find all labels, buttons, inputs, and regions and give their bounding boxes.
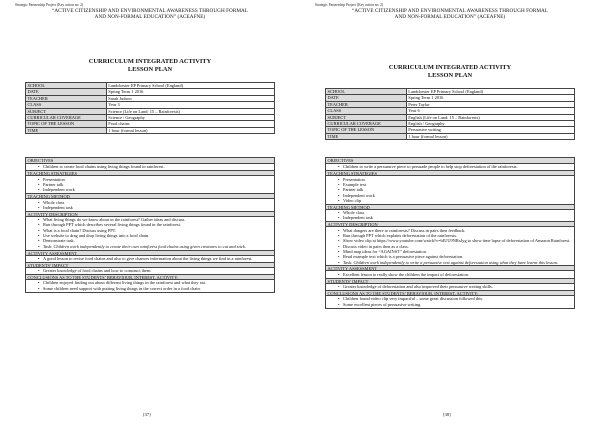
list-item: • Children found video clip very impactful – some great discussion followed this.: [338, 296, 573, 301]
list-item-task: • Task: Children work independently to create their own rainforest food chains using given creatures to cut and stick.: [38, 244, 273, 249]
list-item: • Independent work: [38, 187, 273, 192]
list-item: • Whole class: [338, 210, 573, 215]
info-label: DATE: [26, 89, 107, 95]
list-item: • Run through PPT which describes several living things found in the rainforest.: [38, 222, 273, 227]
list-item: • Mind map ideas for “AGAINST” deforestation.: [338, 249, 573, 254]
section-body-method: [26, 199, 274, 211]
list-item: • Demonstrate task.: [38, 238, 273, 243]
list-item: • Greater knowledge of food chains and how to construct them.: [38, 268, 273, 273]
info-label: TOPIC OF THE LESSON: [326, 127, 407, 133]
info-label: CURRICULAR COVERAGE: [326, 121, 407, 127]
plan-title-line2: LESSON PLAN: [127, 65, 173, 73]
plan-title: [315, 64, 585, 79]
list-item: • Children to create food chains using living things found in rainforest.: [38, 164, 273, 169]
info-value: Landchester EP Primary School (England): [106, 83, 274, 89]
list-item: • Presentation: [338, 177, 573, 182]
info-value: Year 3: [106, 102, 274, 108]
project-title-line2: AND NON-FORMAL EDUCATION” (ACEAFNE): [94, 14, 206, 21]
section-body-strategies: [326, 176, 574, 203]
info-value: Spring Term 1 2016: [106, 89, 274, 95]
page-number: [37]: [143, 412, 151, 417]
info-label: TOPIC OF THE LESSON: [26, 121, 107, 127]
list-item: • Partner talk: [38, 182, 273, 187]
info-value: Year 6: [406, 108, 574, 114]
section-heading-assessment: ACTIVITY ASSESSMENT: [26, 250, 274, 256]
info-label: SUBJECT: [326, 114, 407, 120]
section-body-conclusions: [26, 280, 274, 292]
info-label: TEACHER: [26, 95, 107, 101]
info-value: Landchester EP Primary School (England): [406, 89, 574, 95]
info-value: Sarah Judson: [106, 95, 274, 101]
list-item: • A good lesson to revise food chains and also to give chances information about the living things we find in a rainforest.: [38, 256, 273, 261]
list-item: • Independent task: [38, 205, 273, 210]
info-value: Spring Term 1 2016: [406, 95, 574, 101]
list-item: • Excellent lesson to really show the children the impact of deforestation.: [338, 272, 573, 277]
info-label: CLASS: [26, 102, 107, 108]
section-body-strategies: [26, 176, 274, 193]
project-line: Strategic Partnership Project (Key action no. 2): [315, 3, 384, 7]
section-body-assessment: [26, 256, 274, 262]
list-item: • Use website to drag and drop living things into a food chain.: [38, 233, 273, 238]
section-heading-impact: STUDENTS’ IMPACT: [26, 262, 274, 268]
section-heading-method: TEACHING METHOD: [326, 204, 574, 210]
info-value: Peter Taylor: [406, 101, 574, 107]
section-body-activity: [326, 227, 574, 265]
list-item: • Discuss video in pairs then as a class.: [338, 244, 573, 249]
plan-title-line1: CURRICULUM INTEGRATED ACTIVITY: [88, 58, 212, 65]
info-value: English / Geography: [406, 121, 574, 127]
lesson-details-box: [25, 157, 275, 293]
list-item: • What living things do we know about in the rainforest? Gather ideas and discuss.: [38, 217, 273, 222]
list-item: • Presentation: [38, 177, 273, 182]
info-value: Science (Life on Land: 15 – Rainforests): [106, 108, 274, 114]
plan-title: [15, 58, 285, 73]
section-body-conclusions: [326, 296, 574, 308]
section-heading-activity: ACTIVITY DESCRIPTION: [326, 221, 574, 227]
info-label: DATE: [326, 95, 407, 101]
list-item: • Run through PPT which explains deforestation of the rainforests.: [338, 233, 573, 238]
section-heading-objectives: OBJECTIVES: [26, 158, 274, 164]
list-item: • Some excellent pieces of persuasive writing.: [338, 302, 573, 307]
lesson-details-box: [325, 157, 575, 309]
project-line: Strategic Partnership Project (Key action no. 2): [15, 3, 84, 7]
info-value: Persuasive writing: [406, 127, 574, 133]
section-body-activity: [26, 217, 274, 250]
section-body-objectives: [326, 164, 574, 170]
section-heading-impact: STUDENTS’ IMPACT: [326, 278, 574, 284]
list-item: • Children to write a persuasive piece to persuade people to help stop deforestation of the rainforests.: [338, 164, 573, 169]
section-heading-conclusions: CONCLUSIONS AS TO THE STUDENTS’ BEHAVIOUR, INTEREST, ACTIVITY:: [26, 274, 274, 280]
project-title-line1: “ACTIVE CITIZENSHIP AND ENVIRONMENTAL AWARENESS THROUGH FORMAL: [351, 8, 549, 14]
section-heading-strategies: TEACHING STRATEGIES: [26, 170, 274, 176]
project-title: [15, 8, 285, 21]
list-item: • Read example text which is a persuasive piece against deforestation.: [338, 254, 573, 259]
project-title: [315, 8, 585, 21]
info-row-time: [26, 127, 275, 133]
list-item: • Independent task: [338, 215, 573, 220]
project-title-line2: AND NON-FORMAL EDUCATION” (ACEAFNE): [394, 14, 506, 21]
section-heading-objectives: OBJECTIVES: [326, 158, 574, 164]
info-value: 1 hour (formal lesson): [106, 127, 274, 133]
info-label: TIME: [326, 133, 407, 139]
section-body-method: [326, 210, 574, 222]
section-body-assessment: [326, 271, 574, 277]
plan-title-line1: CURRICULUM INTEGRATED ACTIVITY: [388, 64, 512, 71]
list-item: • What is a food chain? Discuss using PPT.: [38, 228, 273, 233]
list-item: • Partner talk: [338, 187, 573, 192]
list-item: • Whole class: [38, 200, 273, 205]
section-body-impact: [326, 284, 574, 290]
info-value: English (Life on Land: 15 – Rainforests): [406, 114, 574, 120]
section-heading-method: TEACHING METHOD: [26, 193, 274, 199]
section-heading-assessment: ACTIVITY ASSESSMENT: [326, 265, 574, 271]
section-heading-activity: ACTIVITY DESCRIPTION: [26, 211, 274, 217]
info-label: SUBJECT: [26, 108, 107, 114]
list-item: • Video clip: [338, 198, 573, 203]
lesson-info-table: [325, 88, 575, 140]
section-heading-strategies: TEACHING STRATEGIES: [326, 170, 574, 176]
plan-title-line2: LESSON PLAN: [427, 71, 473, 79]
info-label: CURRICULAR COVERAGE: [26, 115, 107, 121]
info-label: TIME: [26, 127, 107, 133]
info-row-time: [326, 133, 575, 139]
info-value: Science / Geography: [106, 115, 274, 121]
info-label: CLASS: [326, 108, 407, 114]
list-item: • Independent work: [338, 193, 573, 198]
page-number: [38]: [443, 412, 451, 417]
list-item: • Show video clip at https://www.youtube.com/watch?v=hIUU9NRsJyg to show time lapse of deforestation of Amazon Rainforest.: [338, 238, 573, 243]
info-value: Food chains: [106, 121, 274, 127]
list-item: • What dangers are there to rainforests? Discuss in pairs then feedback.: [338, 228, 573, 233]
info-value: 1 hour (formal lesson): [406, 133, 574, 139]
section-body-objectives: [26, 164, 274, 170]
lesson-info-table: [25, 82, 275, 134]
section-heading-conclusions: CONCLUSIONS AS TO THE STUDENTS’ BEHAVIOUR, INTEREST, ACTIVITY:: [326, 290, 574, 296]
list-item: • Some children need support with putting living things in the correct order in a food chain.: [38, 286, 273, 291]
list-item: • Children enjoyed finding out about different living things in the rainforest and what they eat.: [38, 280, 273, 285]
list-item: • Greater knowledge of deforestation and also improved their persuasive writing skills.: [338, 284, 573, 289]
info-label: SCHOOL: [326, 89, 407, 95]
info-label: TEACHER: [326, 101, 407, 107]
list-item-task: • Task: Children work independently to write a persuasive text against deforestation using what they have learnt this lesson.: [338, 260, 573, 265]
info-label: SCHOOL: [26, 83, 107, 89]
document-page-right: [300, 0, 600, 424]
section-body-impact: [26, 268, 274, 274]
project-title-line1: “ACTIVE CITIZENSHIP AND ENVIRONMENTAL AWARENESS THROUGH FORMAL: [51, 8, 249, 14]
list-item: • Example text: [338, 182, 573, 187]
